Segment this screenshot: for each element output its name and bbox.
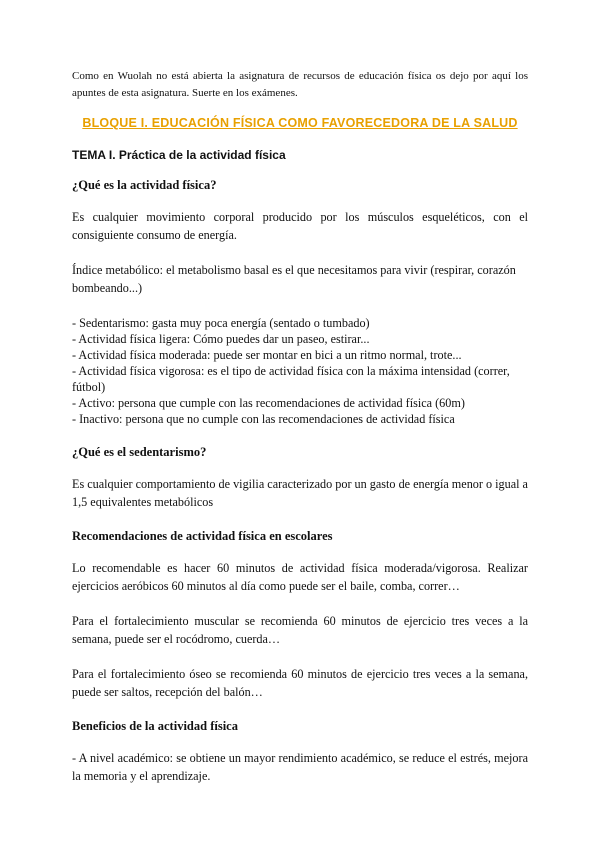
paragraph-indice-metabolico: Índice metabólico: el metabolismo basal es el que necesitamos para vivir (respirar, corazón bombeando...) <box>72 263 516 295</box>
paragraph-definicion: Es cualquier movimiento corporal producido por los músculos esqueléticos, con el consiguiente consumo de energía. <box>72 210 528 242</box>
list-item: - Sedentarismo: gasta muy poca energía (sentado o tumbado) <box>72 316 370 330</box>
heading-beneficios: Beneficios de la actividad física <box>72 719 238 733</box>
activity-levels-list <box>72 315 528 427</box>
list-item: - Activo: persona que cumple con las recomendaciones de actividad física (60m) <box>72 396 465 410</box>
heading-sedentarismo: ¿Qué es el sedentarismo? <box>72 445 207 459</box>
paragraph-fortalecimiento-muscular: Para el fortalecimiento muscular se recomienda 60 minutos de ejercicio tres veces a la semana, puede ser el rocódromo, cuerda… <box>72 614 528 646</box>
paragraph-beneficio-academico: - A nivel académico: se obtiene un mayor rendimiento académico, se reduce el estrés, mejora la memoria y el aprendizaje. <box>72 751 528 783</box>
list-item: - Actividad física ligera: Cómo puedes dar un paseo, estirar... <box>72 332 370 346</box>
tema-title: TEMA I. Práctica de la actividad física <box>72 148 286 162</box>
paragraph-recomendaciones-aerobicos: Lo recomendable es hacer 60 minutos de actividad física moderada/vigorosa. Realizar ejercicios aeróbicos 60 minutos al día como puede ser el baile, comba, correr… <box>72 561 528 593</box>
list-item: - Inactivo: persona que no cumple con las recomendaciones de actividad física <box>72 412 455 426</box>
intro-note: Como en Wuolah no está abierta la asignatura de recursos de educación física os dejo por aquí los apuntes de esta asignatura. Suerte en los exámenes. <box>72 70 528 99</box>
document-page <box>72 68 528 803</box>
heading-que-es-actividad-fisica: ¿Qué es la actividad física? <box>72 178 217 192</box>
paragraph-fortalecimiento-oseo: Para el fortalecimiento óseo se recomienda 60 minutos de ejercicio tres veces a la semana, puede ser saltos, recepción del balón… <box>72 667 528 699</box>
bloque-title: BLOQUE I. EDUCACIÓN FÍSICA COMO FAVORECEDORA DE LA SALUD <box>82 116 518 130</box>
list-item: - Actividad física moderada: puede ser montar en bici a un ritmo normal, trote... <box>72 348 462 362</box>
paragraph-sedentarismo: Es cualquier comportamiento de vigilia caracterizado por un gasto de energía menor o igual a 1,5 equivalentes metabólicos <box>72 477 528 509</box>
list-item: - Actividad física vigorosa: es el tipo de actividad física con la máxima intensidad (correr, fútbol) <box>72 364 510 394</box>
heading-recomendaciones: Recomendaciones de actividad física en escolares <box>72 529 333 543</box>
